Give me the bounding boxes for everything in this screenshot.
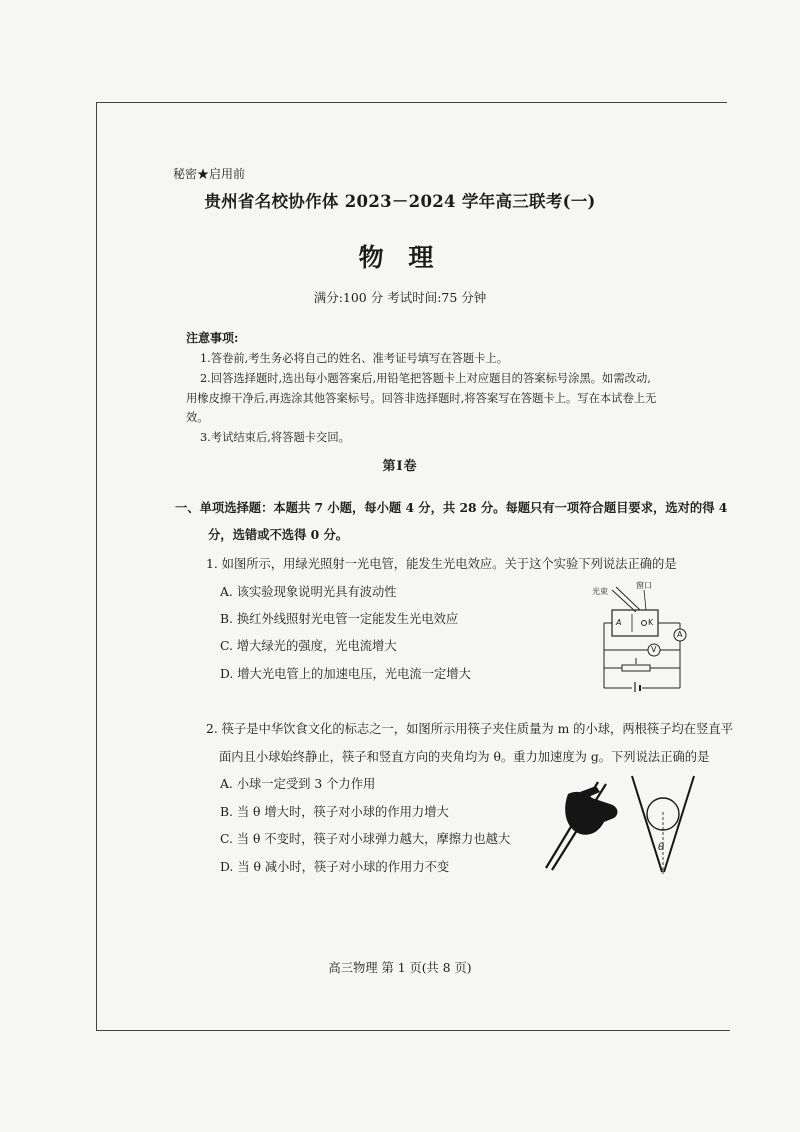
question-1-option-c: C. 增大绿光的强度，光电流增大 [220, 639, 397, 653]
notice-item-3: 3.考试结束后,将答题卡交回。 [200, 431, 350, 444]
label-cathode: K [648, 618, 654, 627]
question-2-option-b: B. 当 θ 增大时，筷子对小球的作用力增大 [220, 805, 449, 819]
question-1-option-b: B. 换红外线照射光电管一定能发生光电效应 [220, 612, 459, 626]
label-theta: θ [658, 842, 665, 853]
notice-item-1: 1.答卷前,考生务必将自己的姓名、准考证号填写在答题卡上。 [200, 352, 509, 365]
subject-title: 物 理 [358, 243, 442, 272]
page-border-bottom [96, 1030, 730, 1031]
section-instructions-line-2: 分，选错或不选得 0 分。 [208, 527, 349, 542]
label-ammeter: A [677, 630, 683, 639]
photoelectric-circuit-figure [592, 578, 688, 692]
question-2-option-c: C. 当 θ 不变时，筷子对小球弹力越大，摩擦力也越大 [220, 832, 511, 846]
volume-heading: 第Ⅰ卷 [382, 459, 418, 474]
label-voltmeter: V [651, 645, 657, 654]
question-1-option-a: A. 该实验现象说明光具有波动性 [220, 585, 397, 599]
notice-heading: 注意事项: [186, 331, 239, 345]
question-1-stem: 1. 如图所示，用绿光照射一光电管，能发生光电效应。关于这个实验下列说法正确的是 [206, 557, 677, 571]
confidential-label: 秘密★启用前 [173, 167, 246, 181]
label-anode: A [616, 618, 622, 627]
chopsticks-figure [540, 772, 720, 877]
notice-item-2-line-2: 用橡皮擦干净后,再选涂其他答案标号。回答非选择题时,将答案写在答题卡上。写在本试卷上无 [186, 392, 657, 405]
question-1-option-d: D. 增大光电管上的加速电压，光电流一定增大 [220, 667, 471, 681]
question-2-option-a: A. 小球一定受到 3 个力作用 [220, 777, 376, 791]
page-border-top [97, 102, 727, 103]
question-2-stem-line-1: 2. 筷子是中华饮食文化的标志之一，如图所示用筷子夹住质量为 m 的小球，两根筷子均在竖直平 [206, 722, 733, 736]
question-2-option-d: D. 当 θ 减小时，筷子对小球的作用力不变 [220, 860, 450, 874]
notice-item-2-line-1: 2.回答选择题时,选出每小题答案后,用铅笔把答题卡上对应题目的答案标号涂黑。如需改动, [200, 372, 651, 385]
section-instructions-line-1: 一、单项选择题：本题共 7 小题，每小题 4 分，共 28 分。每题只有一项符合题目要求，选对的得 4 [175, 500, 728, 515]
notice-item-2-line-3: 效。 [186, 411, 209, 424]
label-window: 窗口 [636, 581, 652, 590]
page-footer: 高三物理 第 1 页(共 8 页) [328, 961, 472, 975]
label-beam: 光束 [592, 587, 608, 596]
exam-title: 贵州省名校协作体 2023－2024 学年高三联考(一) [204, 192, 596, 211]
exam-meta: 满分:100 分 考试时间:75 分钟 [313, 290, 487, 305]
question-2-stem-line-2: 面内且小球始终静止，筷子和竖直方向的夹角均为 θ。重力加速度为 g。下列说法正确的是 [219, 750, 710, 764]
